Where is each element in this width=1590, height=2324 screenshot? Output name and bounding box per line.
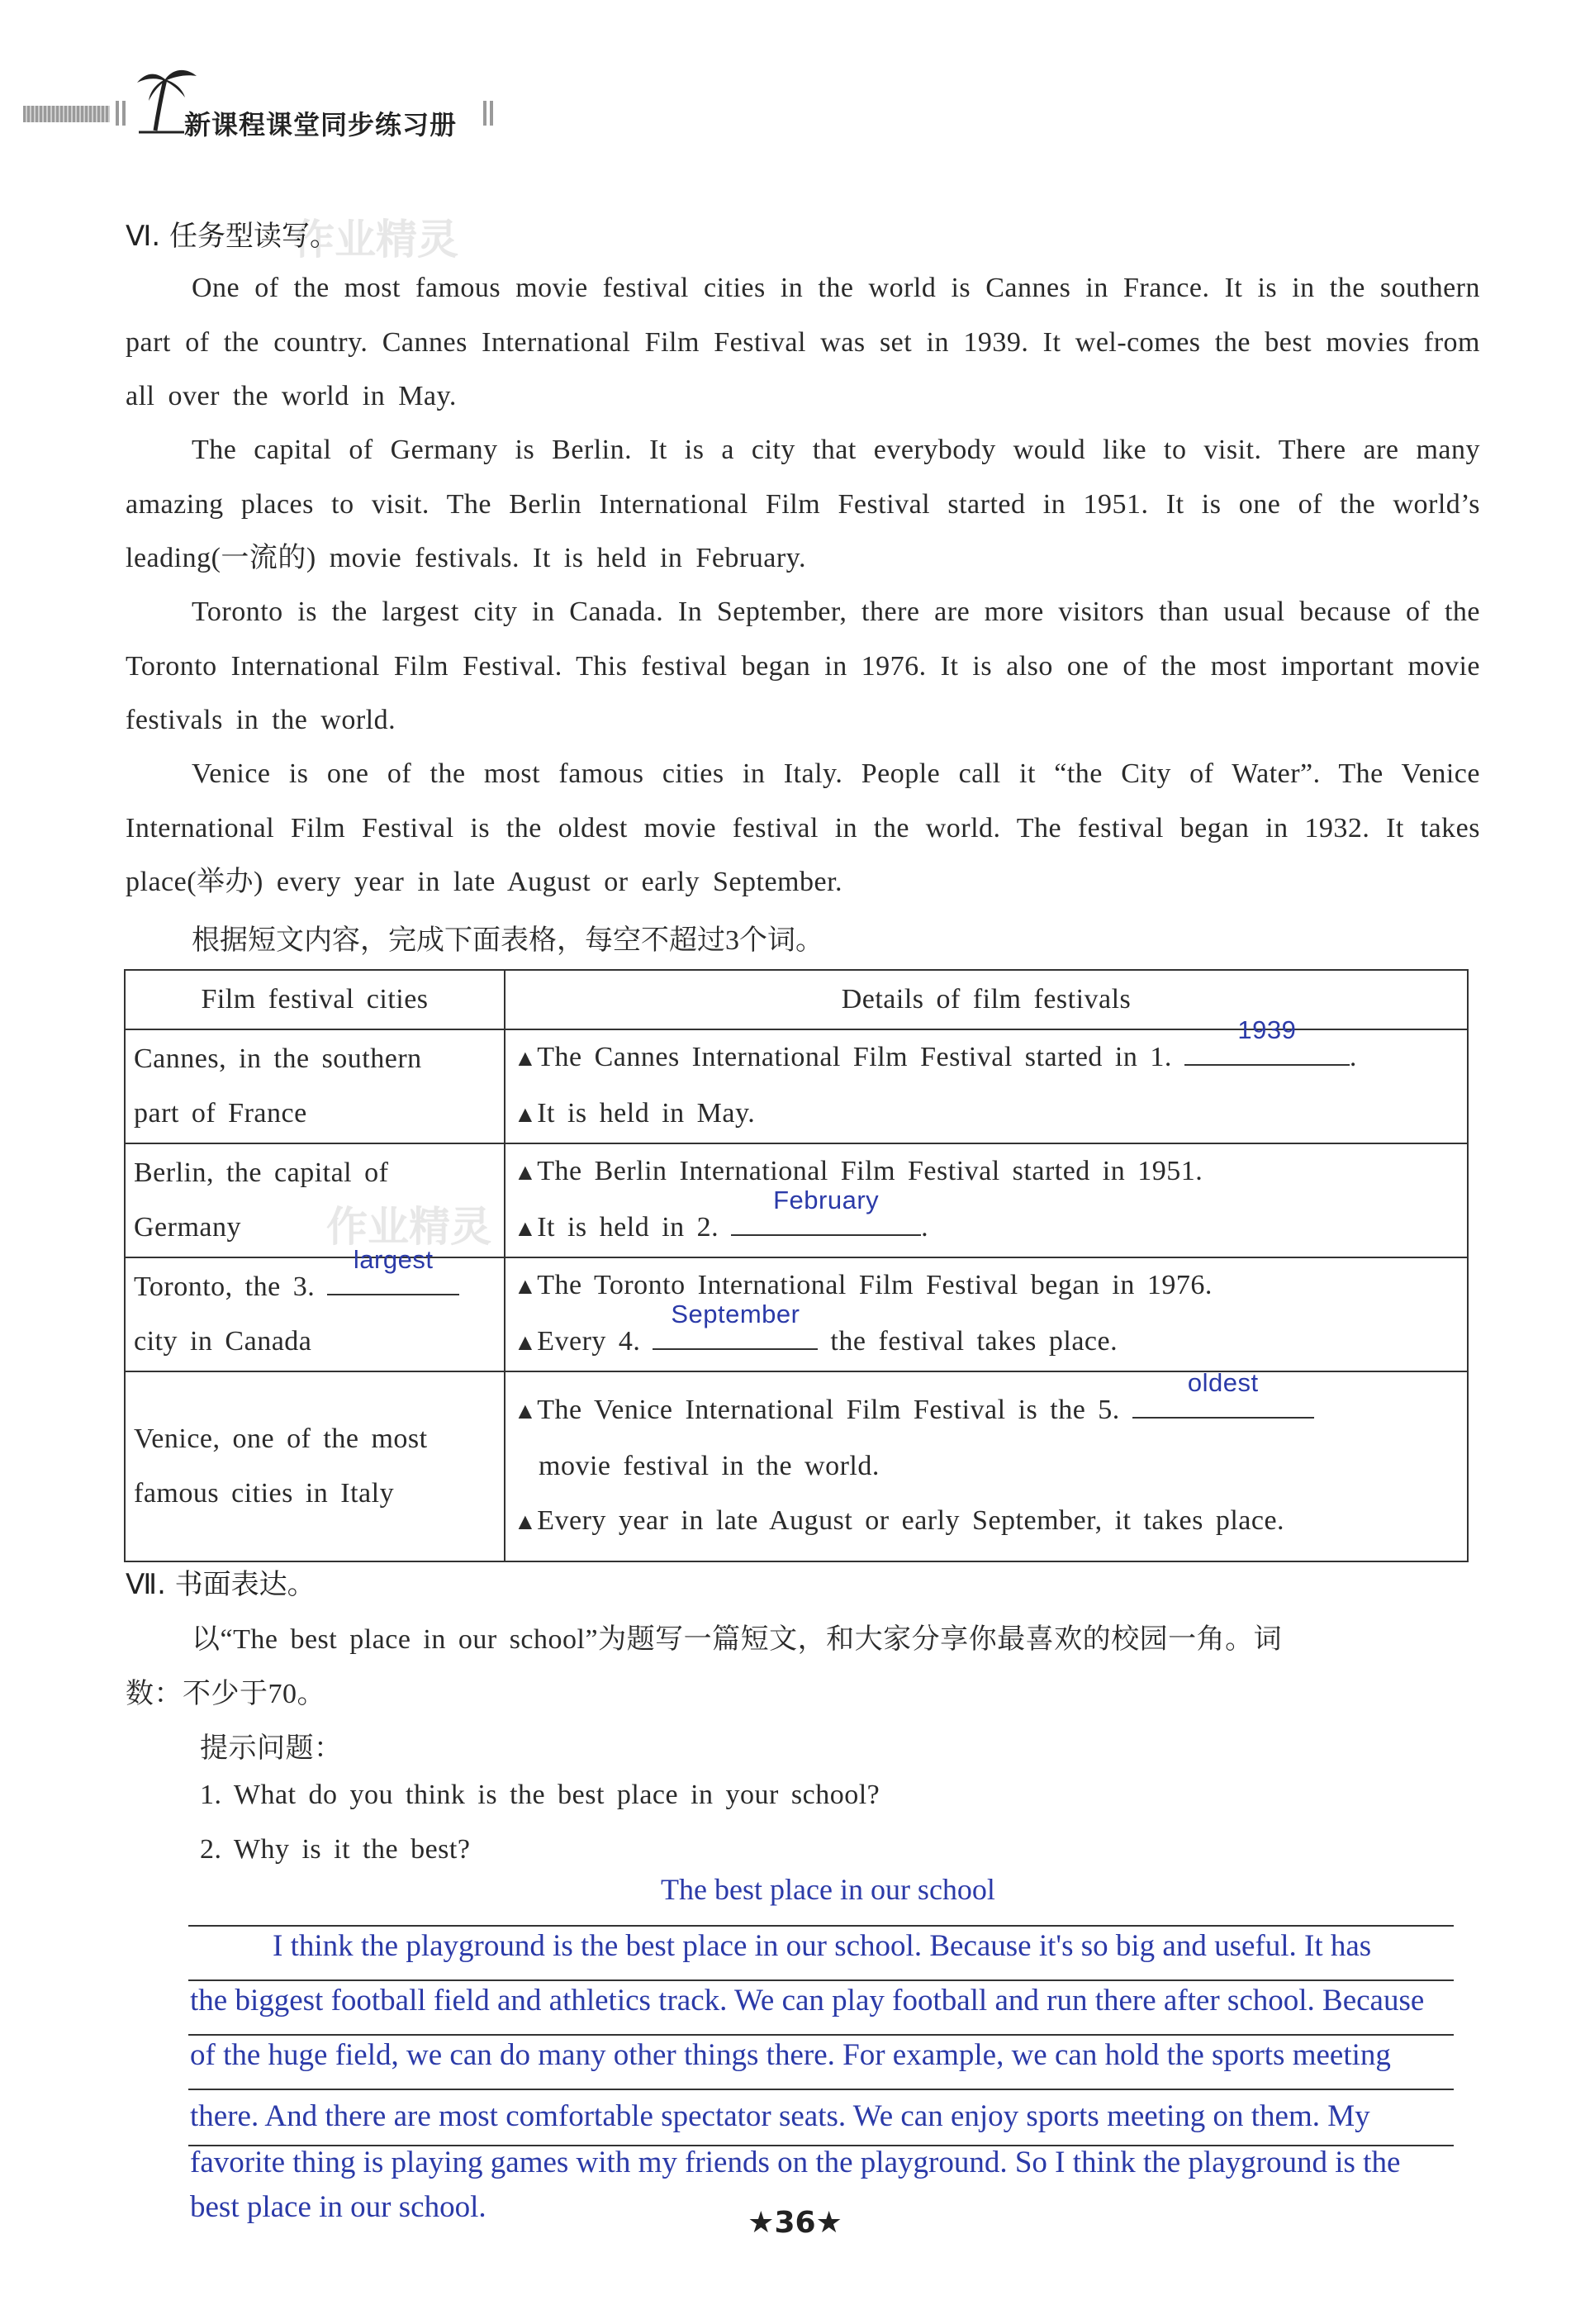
section7-title: Ⅶ. 书面表达。 xyxy=(126,1568,316,1601)
triangle-bullet-icon: ▲ xyxy=(514,1274,538,1300)
answer-text: February xyxy=(773,1186,880,1214)
passage-paragraph: Venice is one of the most famous cities in Italy. People call it “the City of Water”. The Venice International Film Festival is the oldest movie festival in the world. The festival began in 1932. It takes place(举办) every year in late August or early September. xyxy=(126,758,1480,897)
city-line: Germany xyxy=(134,1212,242,1243)
header-decor-stripe xyxy=(490,101,493,126)
writing-rule-line xyxy=(188,1979,1454,1981)
table-city-cell xyxy=(125,1371,505,1561)
writing-prompt: 以“The best place in our school”为题写一篇短文，和大家分享你最喜欢的校园一角。词 xyxy=(192,1624,1283,1655)
table-detail-cell xyxy=(505,1015,1468,1143)
triangle-bullet-icon: ▲ xyxy=(514,1330,538,1356)
table-header-cities: Film festival cities xyxy=(125,970,505,1029)
writing-rule-line xyxy=(188,2034,1454,2036)
essay-line: I think the playground is the best place in our school. Because it's so big and useful. It has xyxy=(273,1929,1372,1963)
detail-text: the festival takes place. xyxy=(830,1326,1118,1357)
detail-text: The Venice International Film Festival is the 5. xyxy=(537,1395,1120,1425)
detail-text: The Toronto International Film Festival began in 1976. xyxy=(537,1270,1213,1300)
header-decor-bar xyxy=(23,106,110,122)
triangle-bullet-icon: ▲ xyxy=(514,1216,538,1242)
city-line: Cannes, in the southern xyxy=(134,1043,422,1074)
page-header xyxy=(23,64,519,139)
detail-text: It is held in 2. xyxy=(537,1212,719,1243)
detail-text: It is held in May. xyxy=(537,1098,756,1129)
writing-prompt: 数：不少于70。 xyxy=(126,1679,325,1709)
writing-rule-line xyxy=(188,1925,1454,1927)
detail-text: Every 4. xyxy=(537,1326,641,1357)
header-decor-stripe xyxy=(483,101,486,126)
watermark: 作业精灵 xyxy=(293,216,458,264)
triangle-bullet-icon: ▲ xyxy=(514,1509,538,1535)
table-header-details: Details of film festivals xyxy=(505,970,1468,1029)
triangle-bullet-icon: ▲ xyxy=(514,1102,538,1128)
passage-paragraph: The capital of Germany is Berlin. It is a city that everybody would like to visit. There are many amazing places to visit. The Berlin International Film Festival started in 1951. It is one of the world’s leading(一流的) movie festivals. It is held in February. xyxy=(126,435,1480,573)
triangle-bullet-icon: ▲ xyxy=(514,1046,538,1072)
answer-blank-2[interactable] xyxy=(731,1186,921,1236)
watermark: 作业精灵 xyxy=(326,1203,491,1251)
passage-paragraph: One of the most famous movie festival cities in the world is Cannes in France. It is in the southern part of the country. Cannes International Film Festival was set in 1939. It wel-comes the best movies from all over the world in May. xyxy=(126,273,1480,411)
answer-blank-3[interactable] xyxy=(327,1245,459,1295)
essay-line: there. And there are most comfortable spectator seats. We can enjoy sports meeting on them. My xyxy=(190,2099,1370,2133)
answer-text: September xyxy=(671,1300,800,1328)
section6-title: Ⅵ. 任务型读写。 xyxy=(126,220,338,253)
answer-text: 1939 xyxy=(1237,1015,1297,1044)
table-detail-cell xyxy=(505,1257,1468,1371)
essay-title: The best place in our school xyxy=(661,1873,995,1906)
table-detail-cell xyxy=(505,1368,1468,1561)
detail-text: Every year in late August or early September, it takes place. xyxy=(537,1505,1285,1536)
hint-label: 提示问题： xyxy=(200,1733,343,1764)
hint-question: 1. What do you think is the best place in your school? xyxy=(200,1780,880,1810)
answer-blank-1[interactable] xyxy=(1184,1015,1350,1066)
page-number: ★36★ xyxy=(748,2206,842,2240)
header-decor-stripe xyxy=(116,101,119,126)
triangle-bullet-icon: ▲ xyxy=(514,1399,538,1424)
passage-paragraph: Toronto is the largest city in Canada. In September, there are more visitors than usual because of the Toronto International Film Festival. This festival began in 1976. It is also one of the most important movie festivals in the world. xyxy=(126,596,1480,735)
detail-text: The Cannes International Film Festival started in 1. xyxy=(537,1042,1172,1072)
detail-text: The Berlin International Film Festival started in 1951. xyxy=(537,1156,1203,1186)
city-line: part of France xyxy=(134,1098,307,1129)
city-line: Berlin, the capital of xyxy=(134,1157,389,1188)
city-line: famous cities in Italy xyxy=(134,1478,395,1509)
hint-question: 2. Why is it the best? xyxy=(200,1834,471,1865)
answer-text: largest xyxy=(353,1245,434,1274)
detail-text: . xyxy=(921,1212,929,1243)
city-line: Venice, one of the most xyxy=(134,1423,428,1454)
header-title: 新课程课堂同步练习册 xyxy=(184,109,458,140)
table-city-cell xyxy=(125,1029,505,1143)
writing-rule-line xyxy=(188,2089,1454,2090)
festival-table xyxy=(124,969,1469,1562)
city-text: Toronto, the 3. xyxy=(134,1271,316,1302)
essay-line: favorite thing is playing games with my friends on the playground. So I think the playground is the xyxy=(190,2146,1401,2179)
answer-blank-5[interactable] xyxy=(1132,1368,1314,1419)
essay-line: the biggest football field and athletics track. We can play football and run there after school. Because xyxy=(190,1984,1425,2017)
detail-text: movie festival in the world. xyxy=(539,1451,880,1481)
essay-line: best place in our school. xyxy=(190,2190,486,2224)
detail-text: . xyxy=(1349,1042,1357,1072)
city-line: city in Canada xyxy=(134,1326,312,1357)
table-city-cell xyxy=(125,1245,505,1371)
answer-blank-4[interactable] xyxy=(653,1300,818,1350)
triangle-bullet-icon: ▲ xyxy=(514,1160,538,1186)
table-detail-cell xyxy=(505,1143,1468,1257)
essay-line: of the huge field, we can do many other things there. For example, we can hold the sports meeting xyxy=(190,2038,1391,2072)
answer-text: oldest xyxy=(1187,1368,1259,1397)
table-instruction: 根据短文内容，完成下面表格，每空不超过3个词。 xyxy=(192,925,823,956)
